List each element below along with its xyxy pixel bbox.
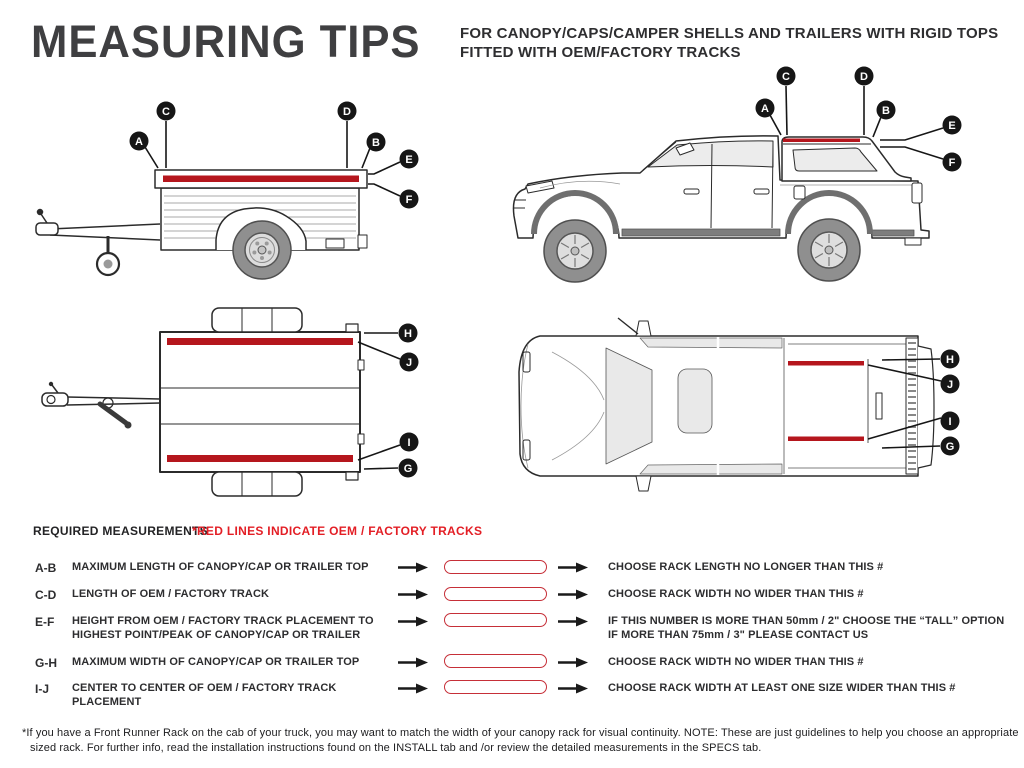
svg-text:F: F (948, 157, 956, 169)
label-badge-d (338, 102, 357, 121)
red-lines-note: *RED LINES INDICATE OEM / FACTORY TRACKS (192, 524, 483, 538)
arrow-right-icon (398, 616, 428, 627)
truck-top-drawing (519, 318, 934, 491)
oem-track-line (167, 338, 353, 345)
trailer-hitch-coupler (36, 223, 58, 235)
label-badge-g (941, 437, 960, 456)
truck-rear-wheel (798, 219, 860, 281)
trailer-side-view-figure (20, 88, 470, 300)
row-result-cd: CHOOSE RACK WIDTH NO WIDER THAN THIS # (608, 588, 864, 600)
side-mirror-right (636, 476, 651, 491)
svg-text:G: G (403, 463, 413, 475)
row-id-ef: E-F (35, 615, 55, 629)
truck-top-body (519, 336, 918, 476)
trailer-top-drawing (42, 308, 364, 496)
side-windows-left (640, 338, 782, 348)
arrow-right-icon (398, 657, 428, 668)
label-badge-b (367, 133, 386, 152)
svg-text:J: J (946, 379, 954, 391)
svg-text:G: G (945, 441, 955, 453)
trailer-top-body (160, 332, 360, 472)
tailgate (906, 338, 918, 474)
label-badge-j (941, 375, 960, 394)
row-id-gh: G-H (35, 656, 57, 670)
truck-top-view-figure (490, 312, 1024, 512)
arrow-right-icon (398, 683, 428, 694)
oem-track-line (788, 437, 864, 442)
row-desc-ef (72, 615, 402, 642)
svg-text:E: E (405, 154, 413, 166)
trailer-top-view-figure (20, 300, 470, 505)
truck-side-view-figure (480, 60, 1024, 300)
handbrake-lever (100, 404, 126, 423)
arrow-right-icon (398, 589, 428, 600)
label-badge-d (855, 67, 874, 86)
label-badge-a (130, 132, 149, 151)
side-mirror-left (636, 321, 651, 336)
arrow-right-icon (558, 562, 588, 573)
oem-track-line (167, 455, 353, 462)
antenna (618, 318, 638, 334)
oem-track-line (783, 139, 860, 143)
svg-text:C: C (162, 106, 170, 118)
svg-text:C: C (782, 71, 790, 83)
trailer-top-badges (399, 324, 419, 478)
svg-text:D: D (343, 106, 351, 118)
subtitle-line-1: FOR CANOPY/CAPS/CAMPER SHELLS AND TRAILERS WITH RIGID TOPS (460, 25, 999, 42)
trailer-fender-bottom (212, 472, 302, 496)
arrow-right-icon (558, 683, 588, 694)
measurement-input-pill-cd[interactable] (444, 587, 547, 601)
sunroof (678, 369, 712, 433)
measurement-input-pill-ab[interactable] (444, 560, 547, 574)
svg-text:B: B (372, 137, 380, 149)
svg-text:I: I (948, 416, 952, 428)
label-badge-f (943, 153, 962, 172)
row-result-ef-line2: IF MORE THAN 75mm / 3" PLEASE CONTACT US (608, 628, 869, 641)
trailer-top-leader-lines (358, 333, 400, 469)
svg-text:H: H (404, 328, 412, 340)
oem-track-line (163, 176, 359, 183)
page-title: MEASURING TIPS (31, 16, 421, 67)
trailer-side-drawing (36, 170, 367, 279)
svg-text:A: A (135, 136, 143, 148)
row-id-ab: A-B (35, 561, 57, 575)
footnote-line-1: *If you have a Front Runner Rack on the cab of your truck, you may want to match the width of your canopy rack for visual continuity. NOTE: These are just guidelines to help you choose an appropriate (22, 727, 1019, 739)
subtitle-line-2: FITTED WITH OEM/FACTORY TRACKS (460, 44, 741, 61)
row-result-ij: CHOOSE RACK WIDTH AT LEAST ONE SIZE WIDER THAN THIS # (608, 682, 956, 694)
row-result-ab: CHOOSE RACK LENGTH NO LONGER THAN THIS # (608, 561, 884, 573)
row-result-gh: CHOOSE RACK WIDTH NO WIDER THAN THIS # (608, 656, 864, 668)
label-badge-h (941, 350, 960, 369)
row-result-ef-line1: IF THIS NUMBER IS MORE THAN 50mm / 2" CHOOSE THE “TALL” OPTION (608, 615, 1005, 627)
truck-front-wheel (544, 220, 606, 282)
required-measurements-heading: REQUIRED MEASUREMENTS (33, 524, 208, 538)
row-desc-cd: LENGTH OF OEM / FACTORY TRACK (72, 588, 270, 600)
row-desc-ab: MAXIMUM LENGTH OF CANOPY/CAP OR TRAILER TOP (72, 561, 369, 573)
label-badge-f (400, 190, 419, 209)
arrow-right-icon (558, 589, 588, 600)
rear-bumper (918, 346, 934, 468)
row-desc-ef-line2: HIGHEST POINT/PEAK OF CANOPY/CAP OR TRAILER (72, 628, 361, 641)
svg-text:D: D (860, 71, 868, 83)
label-badge-i (400, 433, 419, 452)
arrow-right-icon (558, 616, 588, 627)
page-subtitle (460, 24, 1020, 62)
svg-text:F: F (405, 194, 413, 206)
svg-text:J: J (405, 357, 413, 369)
row-result-ef (608, 615, 1020, 642)
label-badge-b (877, 101, 896, 120)
trailer-fender-top (212, 308, 302, 332)
label-badge-i (941, 412, 960, 431)
side-windows-right (640, 464, 782, 474)
arrow-right-icon (398, 562, 428, 573)
label-badge-j (400, 353, 419, 372)
label-badge-a (756, 99, 775, 118)
label-badge-c (777, 67, 796, 86)
arrow-right-icon (558, 657, 588, 668)
oem-track-line (788, 361, 864, 366)
row-desc-ij: CENTER TO CENTER OF OEM / FACTORY TRACK PLACEMENT (72, 682, 337, 708)
row-id-cd: C-D (35, 588, 57, 602)
row-desc-gh: MAXIMUM WIDTH OF CANOPY/CAP OR TRAILER TOP (72, 656, 360, 668)
svg-text:B: B (882, 105, 890, 117)
svg-text:E: E (948, 120, 956, 132)
truck-top-badges (941, 350, 960, 456)
row-desc-ef-line1: HEIGHT FROM OEM / FACTORY TRACK PLACEMENT TO (72, 615, 374, 627)
label-badge-h (399, 324, 418, 343)
truck-side-drawing (513, 136, 929, 282)
label-badge-e (400, 150, 419, 169)
measurement-input-pill-gh[interactable] (444, 654, 547, 668)
svg-text:H: H (946, 354, 954, 366)
trailer-drawbar (50, 224, 160, 240)
footnote (22, 726, 1019, 755)
footnote-line-2: sized rack. For further info, read the installation instructions found on the INSTALL tab and /or review the detailed measurements in the SPECS tab. (30, 741, 762, 754)
cab-windows (648, 141, 773, 167)
svg-text:A: A (761, 103, 769, 115)
measurement-input-pill-ef[interactable] (444, 613, 547, 627)
measurement-input-pill-ij[interactable] (444, 680, 547, 694)
label-badge-g (399, 459, 418, 478)
svg-text:I: I (407, 437, 411, 449)
row-id-ij: I-J (35, 682, 50, 696)
label-badge-c (157, 102, 176, 121)
label-badge-e (943, 116, 962, 135)
